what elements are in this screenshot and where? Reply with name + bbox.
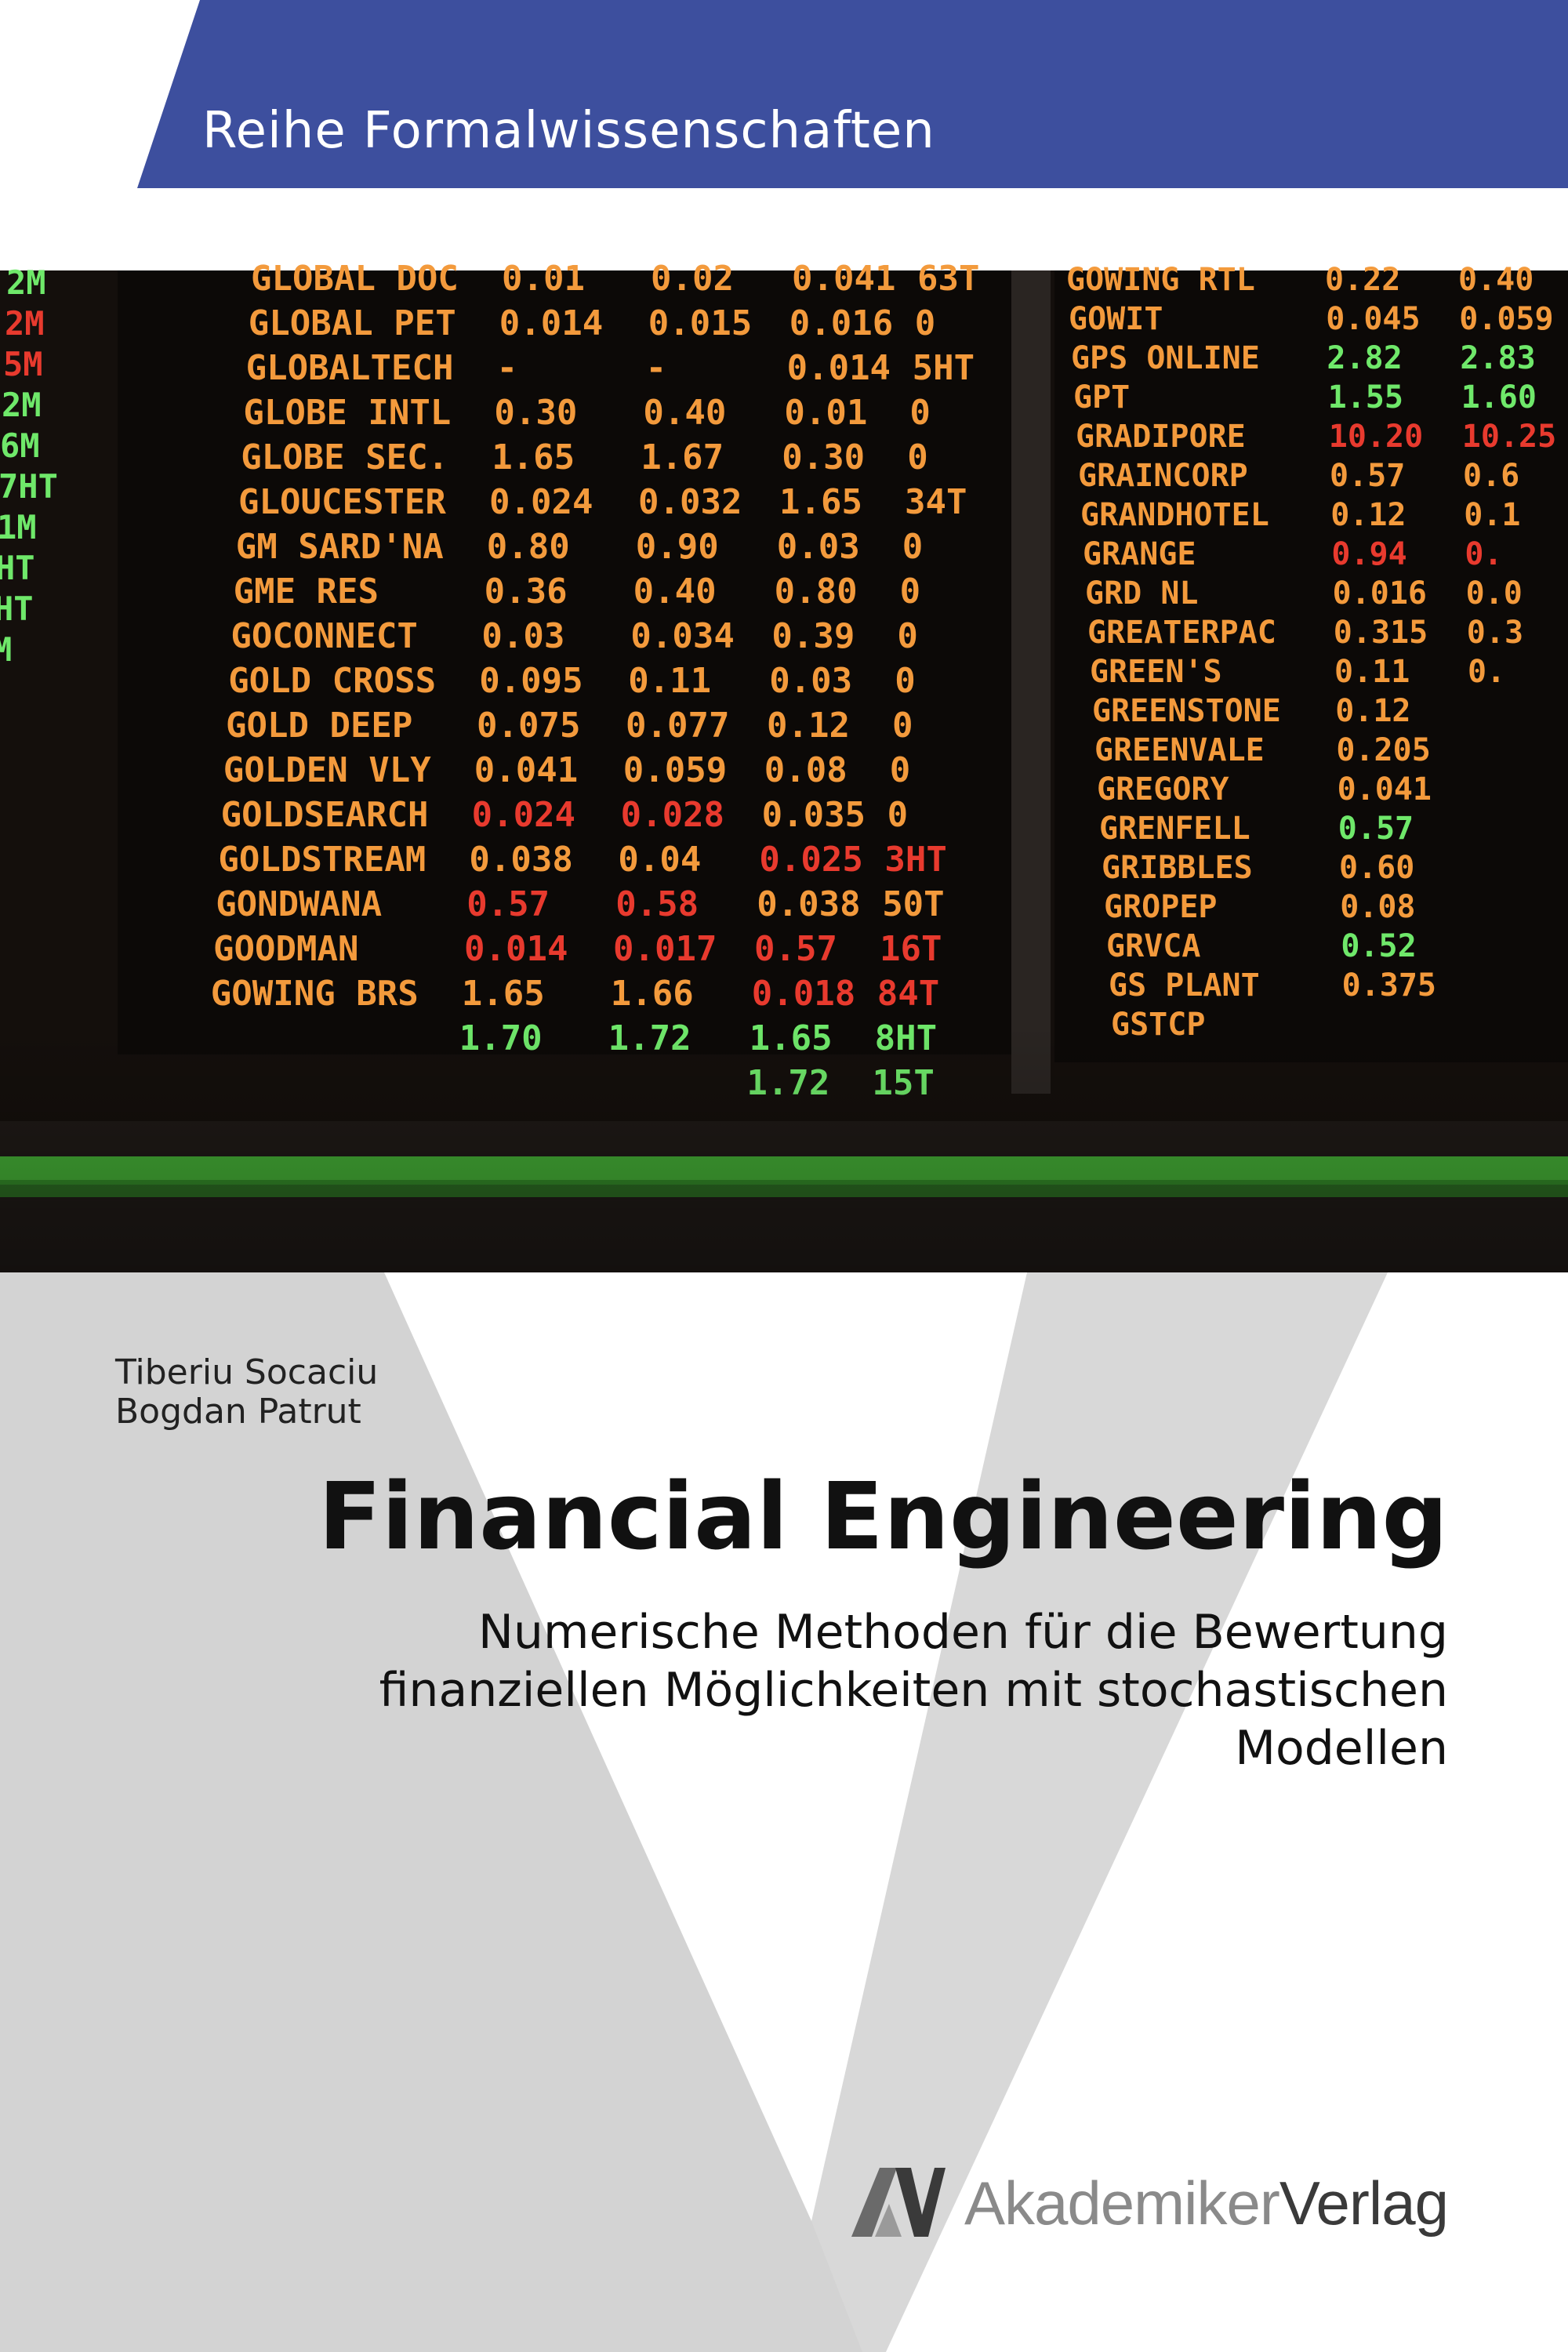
photo-vignette — [0, 270, 1568, 1272]
publisher-name — [964, 2168, 1448, 2239]
publisher-name-part1: Akademiker — [964, 2168, 1279, 2238]
series-banner — [0, 0, 1568, 192]
book-title: Financial Engineering — [318, 1462, 1448, 1570]
subtitle-line: Numerische Methoden für die Bewertung — [478, 1605, 1448, 1660]
series-banner-shape — [0, 0, 1568, 192]
publisher-name-part2: Verlag — [1279, 2168, 1448, 2238]
series-label: Reihe Formalwissenschaften — [202, 102, 935, 160]
av-logo-icon — [851, 2168, 946, 2238]
subtitle-line: finanziellen Möglichkeiten mit stochastischen — [379, 1663, 1448, 1718]
subtitle-line: Modellen — [1235, 1721, 1448, 1776]
author-1: Tiberiu Socaciu — [115, 1352, 379, 1392]
stock-ticker-board-photo — [0, 270, 1568, 1272]
book-subtitle — [194, 1603, 1448, 1777]
author-2: Bogdan Patrut — [115, 1392, 361, 1432]
publisher-logo — [851, 2160, 1448, 2246]
cover-photo — [0, 270, 1568, 1272]
